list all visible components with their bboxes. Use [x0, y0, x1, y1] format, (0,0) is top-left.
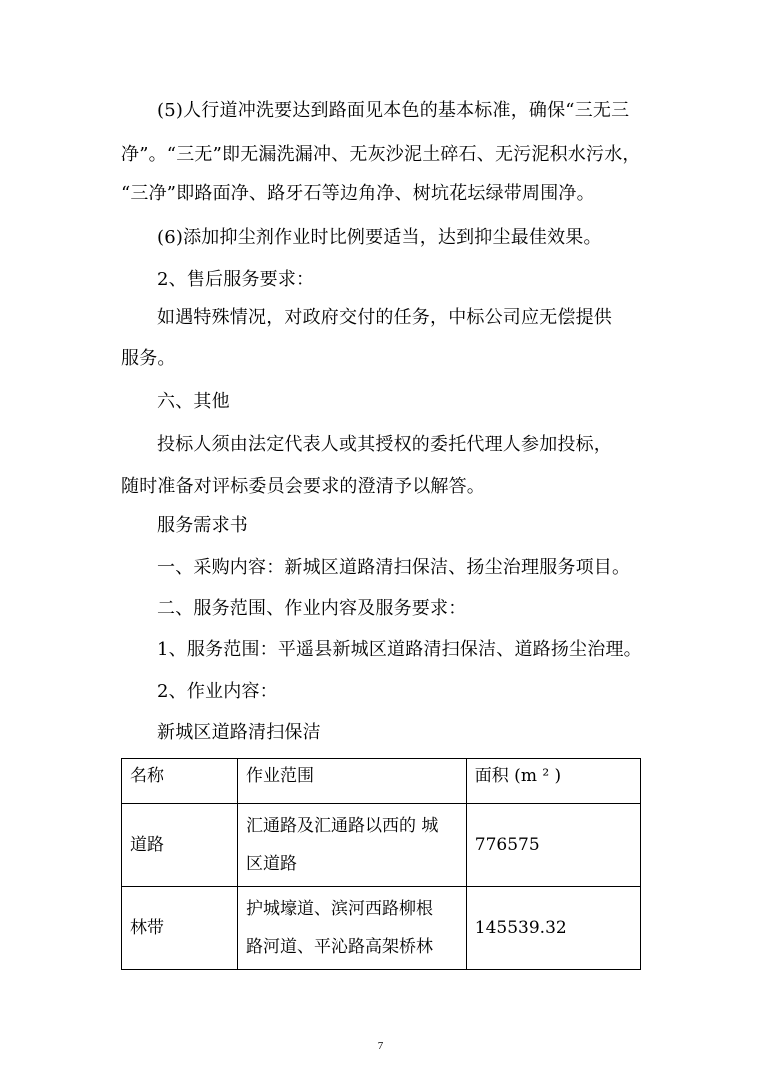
section-heading-service-requirements: 服务需求书: [157, 515, 248, 536]
header-scope: 作业范围: [237, 759, 466, 804]
table-caption: 新城区道路清扫保洁: [157, 722, 321, 743]
cell-scope-line: 路河道、平沁路高架桥林: [245, 937, 433, 957]
line-10: 随时准备对评标委员会要求的澄清予以解答。: [121, 476, 485, 497]
line-1: (5)人行道冲洗要达到路面见本色的基本标准，确保“三无三: [157, 100, 630, 121]
page-number: 7: [377, 1040, 384, 1052]
line-6: 如遇特殊情况，对政府交付的任务，中标公司应无偿提供: [157, 307, 612, 328]
cell-scope-line: 汇通路及汇通路以西的 城: [245, 816, 439, 836]
header-name: 名称: [122, 759, 238, 804]
header-area: 面积 (m ² ): [466, 759, 640, 804]
line-2: 净”。“三无”即无漏洗漏冲、无灰沙泥土碎石、无污泥积水污水，: [121, 144, 641, 165]
table-header-row: [122, 759, 641, 804]
table-row: [122, 887, 641, 970]
line-5: 2、售后服务要求：: [157, 269, 315, 290]
line-15: 2、作业内容：: [157, 681, 278, 702]
table-row: [122, 804, 641, 887]
cell-area: 145539.32: [466, 887, 640, 970]
section-heading-other: 六、其他: [157, 391, 230, 412]
cell-scope-line: 区道路: [245, 854, 297, 874]
line-9: 投标人须由法定代表人或其授权的委托代理人参加投标，: [157, 434, 612, 455]
line-12: 一、采购内容：新城区道路清扫保洁、扬尘治理服务项目。: [157, 557, 631, 578]
cell-scope-line: 护城壕道、滨河西路柳根: [245, 899, 433, 919]
cell-name: 林带: [122, 887, 238, 970]
service-table: [121, 758, 641, 970]
cell-scope: [237, 887, 466, 970]
line-14: 1、服务范围：平遥县新城区道路清扫保洁、道路扬尘治理。: [157, 639, 642, 660]
line-3: “三净”即路面净、路牙石等边角净、树坑花坛绿带周围净。: [121, 183, 595, 204]
line-13: 二、服务范围、作业内容及服务要求：: [157, 598, 467, 619]
cell-area: 776575: [466, 804, 640, 887]
line-7: 服务。: [121, 348, 176, 369]
cell-name: 道路: [122, 804, 238, 887]
line-4: (6)添加抑尘剂作业时比例要适当，达到抑尘最佳效果。: [157, 227, 602, 248]
cell-scope: [237, 804, 466, 887]
